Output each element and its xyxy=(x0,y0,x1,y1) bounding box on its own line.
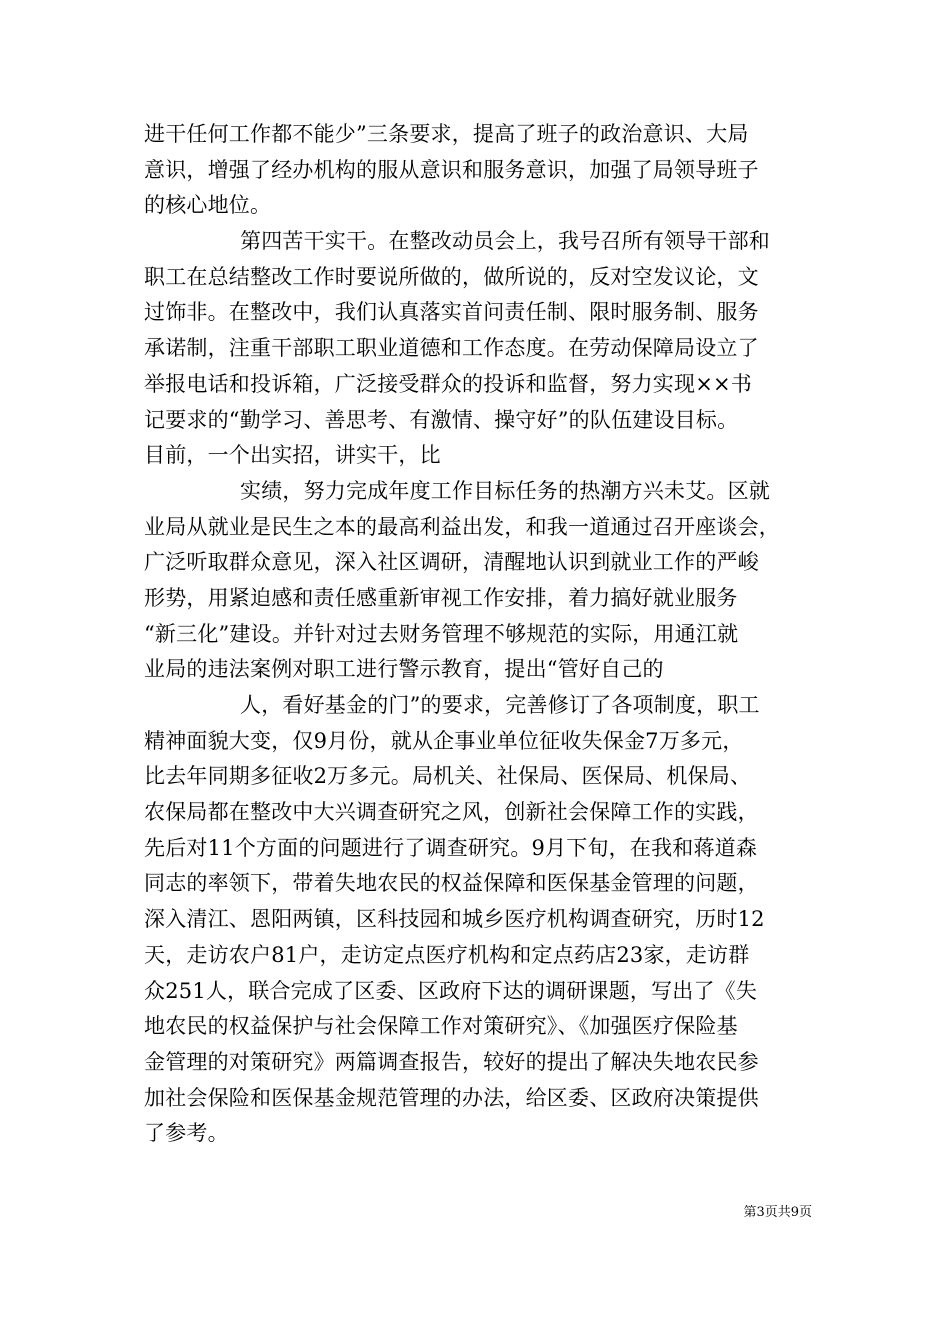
text-line: 承诺制，注重干部职工职业道德和工作态度。在劳动保障局设立了 xyxy=(144,336,759,361)
text-line: 过饰非。在整改中，我们认真落实首问责任制、限时服务制、服务 xyxy=(144,300,759,325)
text-line: 同志的率领下，带着失地农民的权益保障和医保基金管理的问题， xyxy=(144,871,759,896)
text-line: 地农民的权益保护与社会保障工作对策研究》、《加强医疗保险基 xyxy=(144,1014,738,1039)
text-line: 业局的违法案例对职工进行警示教育，提出“管好自己的 xyxy=(144,657,664,682)
text-line: 先后对11个方面的问题进行了调查研究。9月下旬，在我和蒋道森 xyxy=(144,835,758,860)
text-line: 举报电话和投诉箱，广泛接受群众的投诉和监督，努力实现××书 xyxy=(144,371,752,396)
paragraph-first-line: 第四苦干实干。在整改动员会上，我号召所有领导干部和 xyxy=(240,229,770,254)
text-line: 精神面貌大变，仅9月份，就从企事业单位征收失保金7万多元， xyxy=(144,728,744,753)
text-line: 深入清江、恩阳两镇，区科技园和城乡医疗机构调查研究，历时12 xyxy=(144,907,765,932)
body-text xyxy=(144,117,816,1152)
text-line: 意识，增强了经办机构的服从意识和服务意识，加强了局领导班子 xyxy=(144,157,759,182)
text-line: 业局从就业是民生之本的最高利益出发，和我一道通过召开座谈会， xyxy=(144,514,780,539)
text-line: 众251人，联合完成了区委、区政府下达的调研课题，写出了《失 xyxy=(144,978,758,1003)
page-number-footer: 第3页共9页 xyxy=(743,1205,812,1220)
paragraph-first-line: 人，看好基金的门”的要求，完善修订了各项制度，职工 xyxy=(240,693,760,717)
text-line: 了参考。 xyxy=(144,1121,229,1146)
text-line: 天，走访农户81户，走访定点医疗机构和定点药店23家，走访群 xyxy=(144,942,750,967)
text-line: 记要求的“勤学习、善思考、有激情、操守好”的队伍建设目标。 xyxy=(144,407,739,432)
text-line: 比去年同期多征收2万多元。局机关、社保局、医保局、机保局、 xyxy=(144,764,752,789)
text-line: 职工在总结整改工作时要说所做的，做所说的，反对空发议论，文 xyxy=(144,264,759,289)
text-line: 广泛听取群众意见，深入社区调研，清醒地认识到就业工作的严峻 xyxy=(144,550,759,575)
text-line: 进干任何工作都不能少”三条要求，提高了班子的政治意识、大局 xyxy=(144,122,749,146)
paragraph-first-line: 实绩，努力完成年度工作目标任务的热潮方兴未艾。区就 xyxy=(240,478,770,503)
text-line: 加社会保险和医保基金规范管理的办法，给区委、区政府决策提供 xyxy=(144,1085,759,1110)
text-line: 农保局都在整改中大兴调查研究之风，创新社会保障工作的实践， xyxy=(144,800,759,825)
text-line: “新三化”建设。并针对过去财务管理不够规范的实际，用通江就 xyxy=(144,621,739,646)
text-line: 形势，用紧迫感和责任感重新审视工作安排，着力搞好就业服务 xyxy=(144,585,738,610)
text-line: 的核心地位。 xyxy=(144,193,272,218)
text-line: 目前，一个出实招，讲实干，比 xyxy=(144,443,441,468)
text-line: 金管理的对策研究》两篇调查报告，较好的提出了解决失地农民参 xyxy=(144,1049,759,1074)
